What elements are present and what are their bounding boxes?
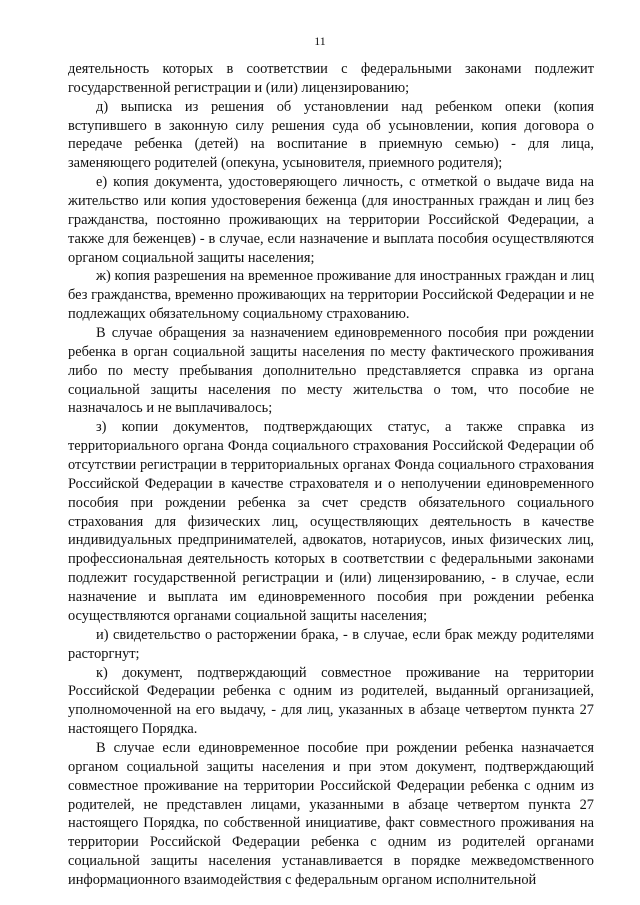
paragraph-birth-allowance-note: В случае обращения за назначением единовременного пособия при рождении ребенка в орган социальной защиты населения по месту фактического проживания либо по месту пребывания дополнительно представляется справка из органа социальной защиты населения по месту жительства о том, что пособие не назначалось и не выплачивалось; <box>68 325 594 417</box>
paragraph-item-d: д) выписка из решения об установлении над ребенком опеки (копия вступившего в законную силу решения суда об усыновлении, копия договора о передаче ребенка (детей) на воспитание в приемную семью) - для лица, заменяющего родителей (опекуна, усыновителя, приемного родителя); <box>68 98 594 172</box>
paragraph-item-z: з) копии документов, подтверждающих статус, а также справка из территориального органа Фонда социального страхования Российской Федерации об отсутствии регистрации в территориальных органах Фонда социального страхования Российской Федерации в качестве страхователя и о неполучении единовременного пособия при рождении ребенка за счет средств обязательного социального страхования для физических лиц, осуществляющих деятельность в качестве индивидуальных предпринимателей, адвокатов, нотариусов, иных физических лиц, профессиональная деятельность которых в соответствии с федеральными законами подлежит государственной регистрации и (или) лицензированию, - в случае, если назначение и выплата им единовременного пособия при рождении ребенка осуществляются органами социальной защиты населения; <box>68 419 594 624</box>
paragraph-cohabitation-note: В случае если единовременное пособие при рождении ребенка назначается органом социальной защиты населения и при этом документ, подтверждающий совместное проживание на территории Российской Федерации ребенка с одним из родителей, не представлен лицами, указанными в абзаце четвертом пункта 27 настоящего Порядка, по собственной инициативе, факт совместного проживания на территории Российской Федерации ребенка с одним из родителей органами социальной защиты населения устанавливается в порядке межведомственного информационного взаимодействия с федеральным органом исполнительной <box>68 739 594 888</box>
paragraph-item-k: к) документ, подтверждающий совместное проживание на территории Российской Федерации ребенка с одним из родителей, выданный организацией, уполномоченной на его выдачу, - для лиц, указанных в абзаце четвертом пункта 27 настоящего Порядка. <box>68 664 594 738</box>
page-number: 11 <box>314 34 326 48</box>
document-body <box>68 60 594 890</box>
paragraph-item-i: и) свидетельство о расторжении брака, - в случае, если брак между родителями расторгнут; <box>68 626 594 662</box>
paragraph-continuation: деятельность которых в соответствии с федеральными законами подлежит государственной регистрации и (или) лицензированию; <box>68 61 594 96</box>
paragraph-item-zh: ж) копия разрешения на временное проживание для иностранных граждан и лиц без гражданства, временно проживающих на территории Российской Федерации и не подлежащих обязательному социальному страхованию. <box>68 268 594 323</box>
paragraph-item-e: е) копия документа, удостоверяющего личность, с отметкой о выдаче вида на жительство или копия удостоверения беженца (для иностранных граждан и лиц без гражданства, постоянно проживающих на территории Российской Федерации, а также для беженцев) - в случае, если назначение и выплата пособия осуществляются органом социальной защиты населения; <box>68 174 594 266</box>
